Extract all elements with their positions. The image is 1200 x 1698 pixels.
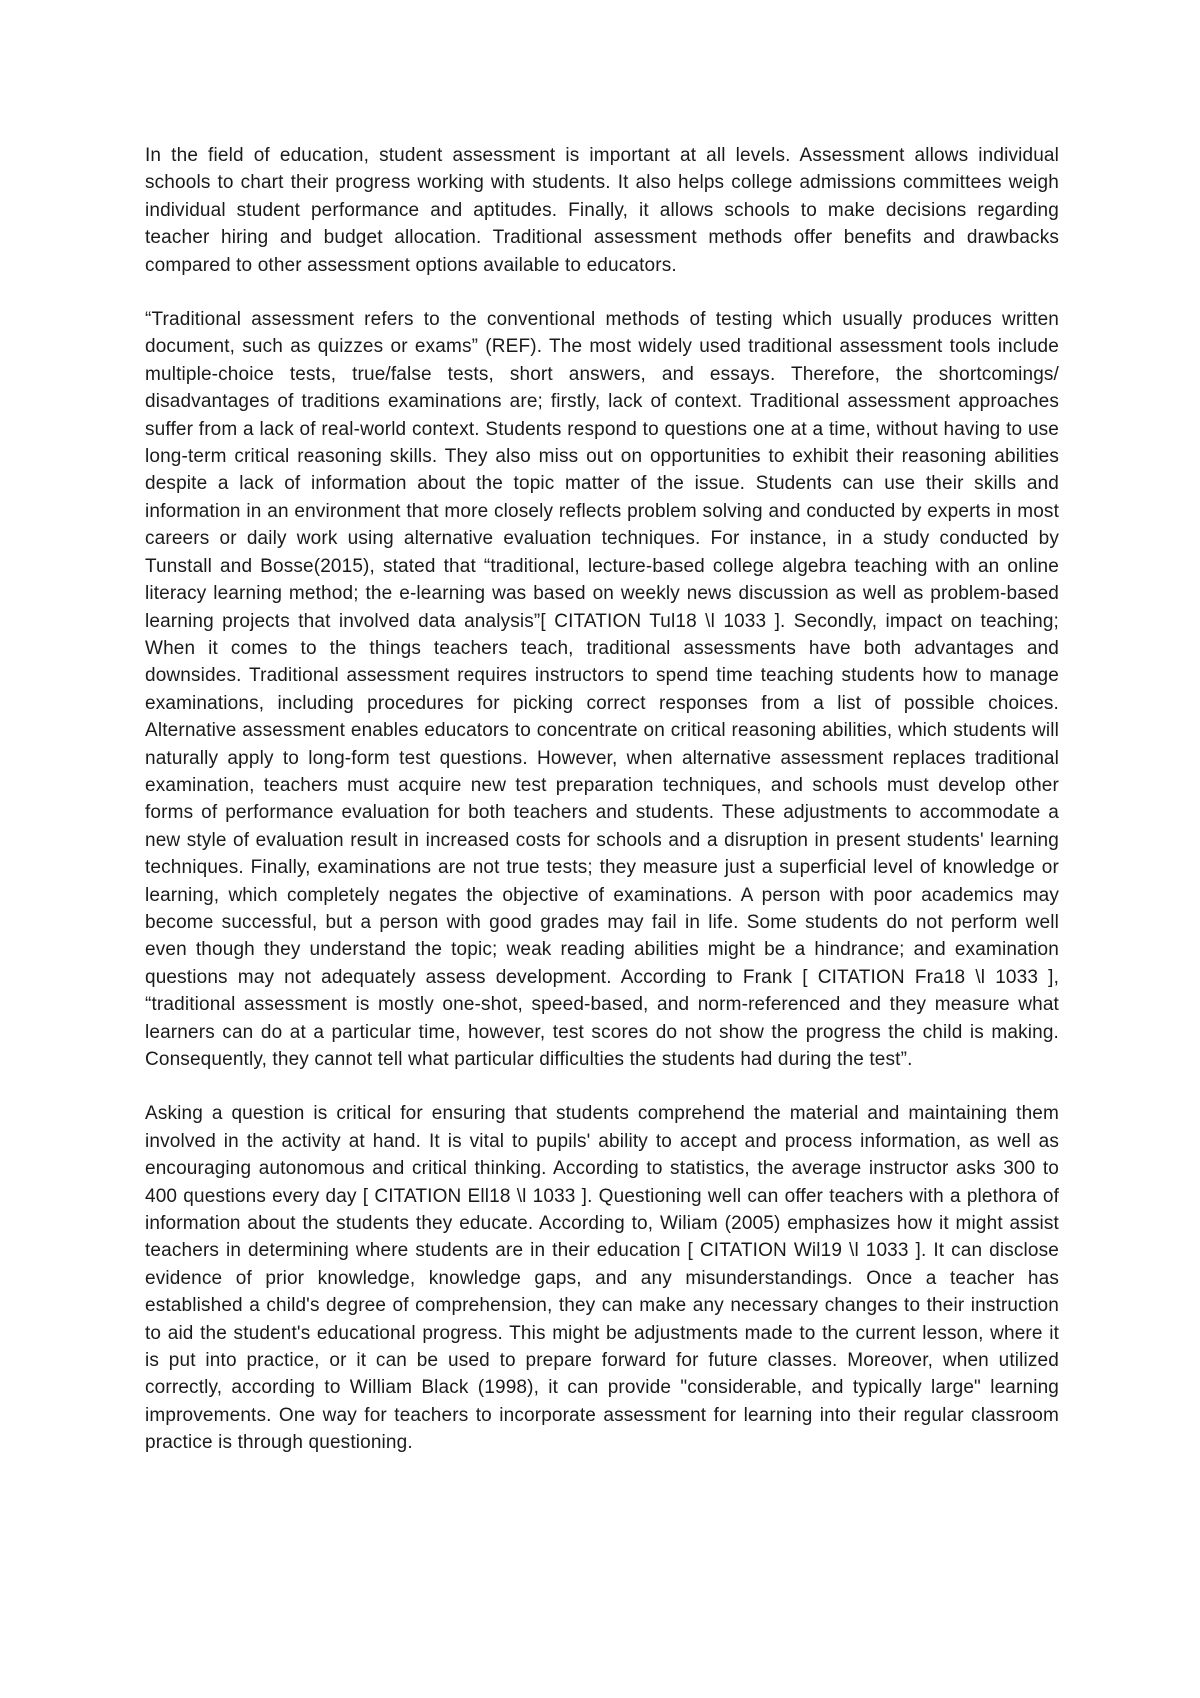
paragraph-intro: In the field of education, student assessment is important at all levels. Assessment allows individual schools to chart their progress working with students. It also helps college admissions committees weigh individual student performance and aptitudes. Finally, it allows schools to make decisions regarding teacher hiring and budget allocation. Traditional assessment methods offer benefits and drawbacks compared to other assessment options available to educators. [145, 145, 1059, 276]
paragraph-traditional-assessment: “Traditional assessment refers to the conventional methods of testing which usually produces written document, such as quizzes or exams” (REF). The most widely used traditional assessment tools include multiple-choice tests, true/false tests, short answers, and essays. Therefore, the shortcomings/ disadvantages of traditions examinations are; firstly, lack of context. Traditional assessment approaches suffer from a lack of real-world context. Students respond to questions one at a time, without having to use long-term critical reasoning skills. They also miss out on opportunities to exhibit their reasoning abilities despite a lack of information about the topic matter of the issue. Students can use their skills and information in an environment that more closely reflects problem solving and conducted by experts in most careers or daily work using alternative evaluation techniques. For instance, in a study conducted by Tunstall and Bosse(2015), stated that “traditional, lecture-based college algebra teaching with an online literacy learning method; the e-learning was based on weekly news discussion as well as problem-based learning projects that involved data analysis”[ CITATION Tul18 \l 1033 ]. Secondly, impact on teaching; When it comes to the things teachers teach, traditional assessments have both advantages and downsides. Traditional assessment requires instructors to spend time teaching students how to manage examinations, including procedures for picking correct responses from a list of possible choices. Alternative assessment enables educators to concentrate on critical reasoning abilities, which students will naturally apply to long-form test questions. However, when alternative assessment replaces traditional examination, teachers must acquire new test preparation techniques, and schools must develop other forms of performance evaluation for both teachers and students. These adjustments to accommodate a new style of evaluation result in increased costs for schools and a disruption in present students' learning techniques. Finally, examinations are not true tests; they measure just a superficial level of knowledge or learning, which completely negates the objective of examinations. A person with poor academics may become successful, but a person with good grades may fail in life. Some students do not perform well even though they understand the topic; weak reading abilities might be a hindrance; and examination questions may not adequately assess development. According to Frank [ CITATION Fra18 \l 1033 ], “traditional assessment is mostly one-shot, speed-based, and norm-referenced and they measure what learners can do at a particular time, however, test scores do not show the progress the child is making. Consequently, they cannot tell what particular difficulties the students had during the test”. [145, 309, 1059, 1070]
document-body [145, 142, 1059, 1457]
paragraph-questioning: Asking a question is critical for ensuring that students comprehend the material and maintaining them involved in the activity at hand. It is vital to pupils' ability to accept and process information, as well as encouraging autonomous and critical thinking. According to statistics, the average instructor asks 300 to 400 questions every day [ CITATION Ell18 \l 1033 ]. Questioning well can offer teachers with a plethora of information about the students they educate. According to, Wiliam (2005) emphasizes how it might assist teachers in determining where students are in their education [ CITATION Wil19 \l 1033 ]. It can disclose evidence of prior knowledge, knowledge gaps, and any misunderstandings. Once a teacher has established a child's degree of comprehension, they can make any necessary changes to their instruction to aid the student's educational progress. This might be adjustments made to the current lesson, where it is put into practice, or it can be used to prepare forward for future classes. Moreover, when utilized correctly, according to William Black (1998), it can provide "considerable, and typically large" learning improvements. One way for teachers to incorporate assessment for learning into their regular classroom practice is through questioning. [145, 1103, 1059, 1454]
